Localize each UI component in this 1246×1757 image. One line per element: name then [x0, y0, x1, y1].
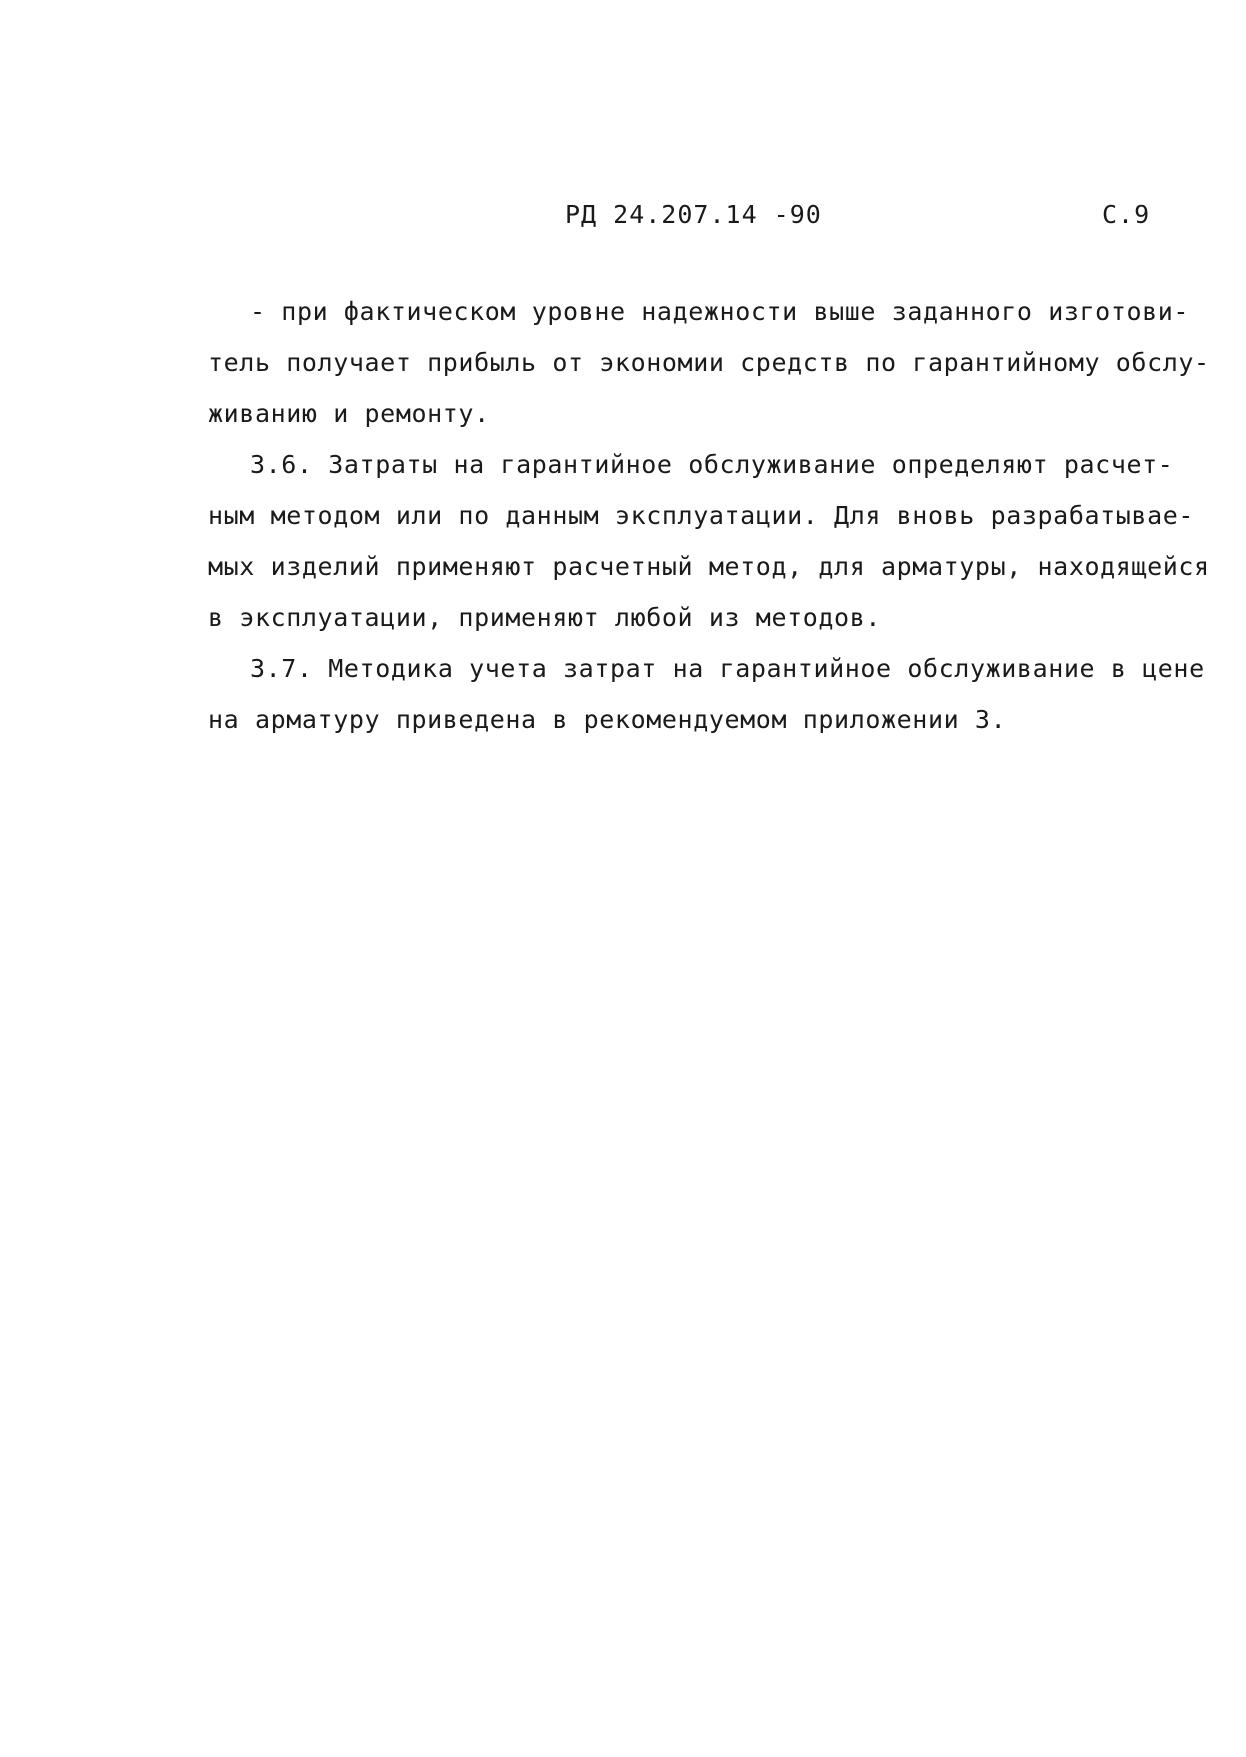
- body-text: [208, 286, 1208, 745]
- text-line: 3.6. Затраты на гарантийное обслуживание определяют расчет-: [250, 450, 1174, 479]
- text-line: - при фактическом уровне надежности выше заданного изготови-: [250, 297, 1190, 326]
- text-line: в эксплуатации, применяют любой из методов.: [208, 603, 882, 632]
- text-line: живанию и ремонту.: [208, 399, 490, 428]
- page-number: С.9: [1102, 200, 1151, 229]
- text-line: на арматуру приведена в рекомендуемом приложении 3.: [208, 705, 1007, 734]
- text-line: 3.7. Методика учета затрат на гарантийное обслуживание в цене: [250, 654, 1205, 683]
- text-line: ным методом или по данным эксплуатации. Для вновь разрабатывае-: [208, 501, 1195, 530]
- document-code: РД 24.207.14 -90: [565, 200, 822, 229]
- text-line: тель получает прибыль от экономии средств по гарантийному обслу-: [208, 348, 1210, 377]
- text-line: мых изделий применяют расчетный метод, для арматуры, находящейся: [208, 552, 1210, 581]
